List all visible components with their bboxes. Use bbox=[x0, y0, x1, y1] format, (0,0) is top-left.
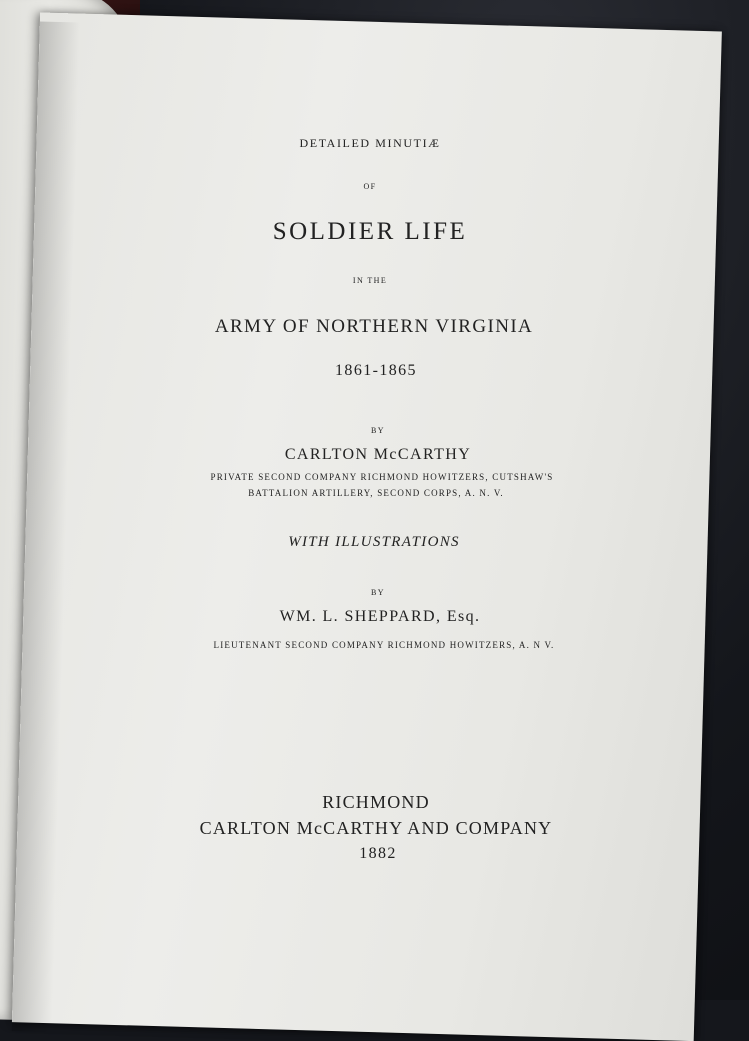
imprint-publisher: CARLTON McCARTHY AND COMPANY bbox=[199, 818, 553, 838]
book-title: SOLDIER LIFE bbox=[272, 218, 468, 245]
by-label-2: BY bbox=[371, 588, 385, 597]
illustrator-name: WM. L. SHEPPARD, Esq. bbox=[279, 608, 481, 625]
heading-line: DETAILED MINUTIÆ bbox=[299, 136, 441, 150]
connector-in-the: IN THE bbox=[352, 276, 388, 285]
by-label: BY bbox=[371, 426, 385, 435]
imprint-city: RICHMOND bbox=[322, 792, 430, 812]
years: 1861-1865 bbox=[335, 362, 417, 379]
imprint-year: 1882 bbox=[359, 845, 397, 862]
connector-of: OF bbox=[363, 182, 377, 191]
illustrations-line: WITH ILLUSTRATIONS bbox=[288, 534, 460, 550]
author-description-2: BATTALION ARTILLERY, SECOND CORPS, A. N. V. bbox=[248, 488, 504, 498]
author-name: CARLTON McCARTHY bbox=[284, 446, 472, 463]
title-page bbox=[12, 12, 722, 1041]
illustrator-description: LIEUTENANT SECOND COMPANY RICHMOND HOWITZERS, A. N V. bbox=[213, 640, 555, 650]
book-subtitle: ARMY OF NORTHERN VIRGINIA bbox=[214, 316, 534, 337]
author-description-1: PRIVATE SECOND COMPANY RICHMOND HOWITZERS, CUTSHAW'S bbox=[210, 472, 554, 482]
